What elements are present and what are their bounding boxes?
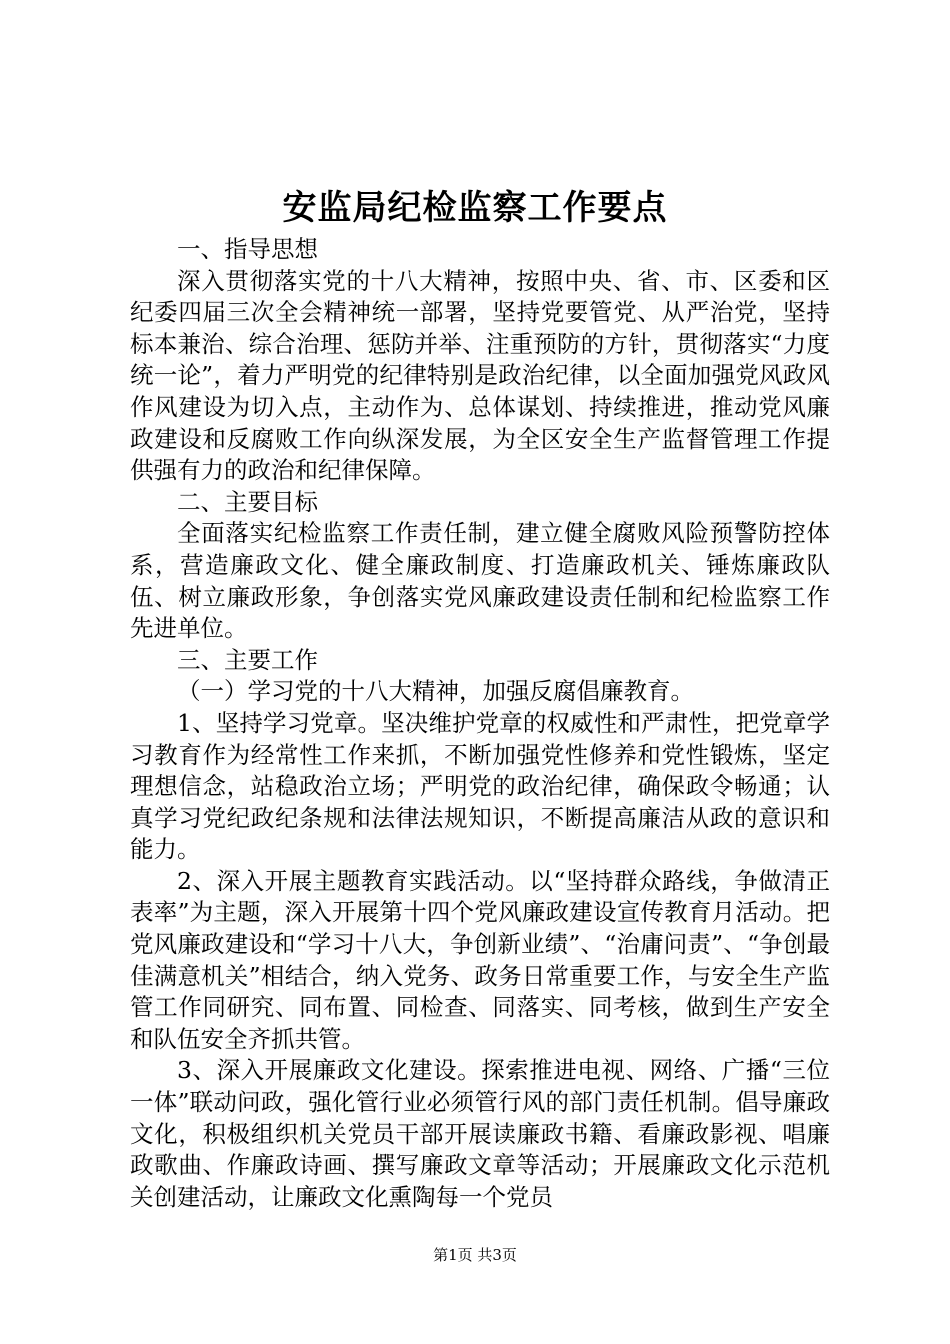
document-body [130, 234, 830, 1213]
page-footer: 第1页 共3页 [433, 1246, 517, 1264]
paragraph-item-2: 2、深入开展主题教育实践活动。以“坚持群众路线，争做清正表率”为主题，深入开展第十四个党风廉政建设宣传教育月活动。把党风廉政建设和“学习十八大，争创新业绩”、“治庸问责”、“争创最佳满意机关”相结合，纳入党务、政务日常重要工作，与安全生产监管工作同研究、同布置、同检查、同落实、同考核，做到生产安全和队伍安全齐抓共管。 [130, 866, 830, 1053]
section-heading-main-work: 三、主要工作 [177, 645, 318, 674]
paragraph-main-goals: 全面落实纪检监察工作责任制，建立健全腐败风险预警防控体系，营造廉政文化、健全廉政制度、打造廉政机关、锤炼廉政队伍、树立廉政形象，争创落实党风廉政建设责任制和纪检监察工作先进单位。 [130, 519, 830, 643]
section-heading-guiding-thought: 一、指导思想 [177, 235, 318, 263]
paragraph-item-3: 3、深入开展廉政文化建设。探索推进电视、网络、广播“三位一体”联动问政，强化管行业必须管行风的部门责任机制。倡导廉政文化，积极组织机关党员干部开展读廉政书籍、看廉政影视、唱廉政歌曲、作廉政诗画、撰写廉政文章等活动；开展廉政文化示范机关创建活动，让廉政文化熏陶每一个党员 [130, 1056, 830, 1211]
paragraph-guiding-thought: 深入贯彻落实党的十八大精神，按照中央、省、市、区委和区纪委四届三次全会精神统一部署，坚持党要管党、从严治党，坚持标本兼治、综合治理、惩防并举、注重预防的方针，贯彻落实“力度统一论”，着力严明党的纪律特别是政治纪律，以全面加强党风政风作风建设为切入点，主动作为、总体谋划、持续推进，推动党风廉政建设和反腐败工作向纵深发展，为全区安全生产监督管理工作提供强有力的政治和纪律保障。 [130, 266, 830, 485]
paragraph-item-1: 1、坚持学习党章。坚决维护党章的权威性和严肃性，把党章学习教育作为经常性工作来抓，不断加强党性修养和党性锻炼，坚定理想信念，站稳政治立场；严明党的政治纪律，确保政令畅通；认真学习党纪政纪条规和法律法规知识，不断提高廉洁从政的意识和能力。 [130, 708, 830, 864]
document-title: 安监局纪检监察工作要点 [282, 188, 668, 228]
section-heading-main-goals: 二、主要目标 [177, 487, 318, 516]
subsection-heading-study: （一）学习党的十八大精神，加强反腐倡廉教育。 [177, 677, 694, 706]
